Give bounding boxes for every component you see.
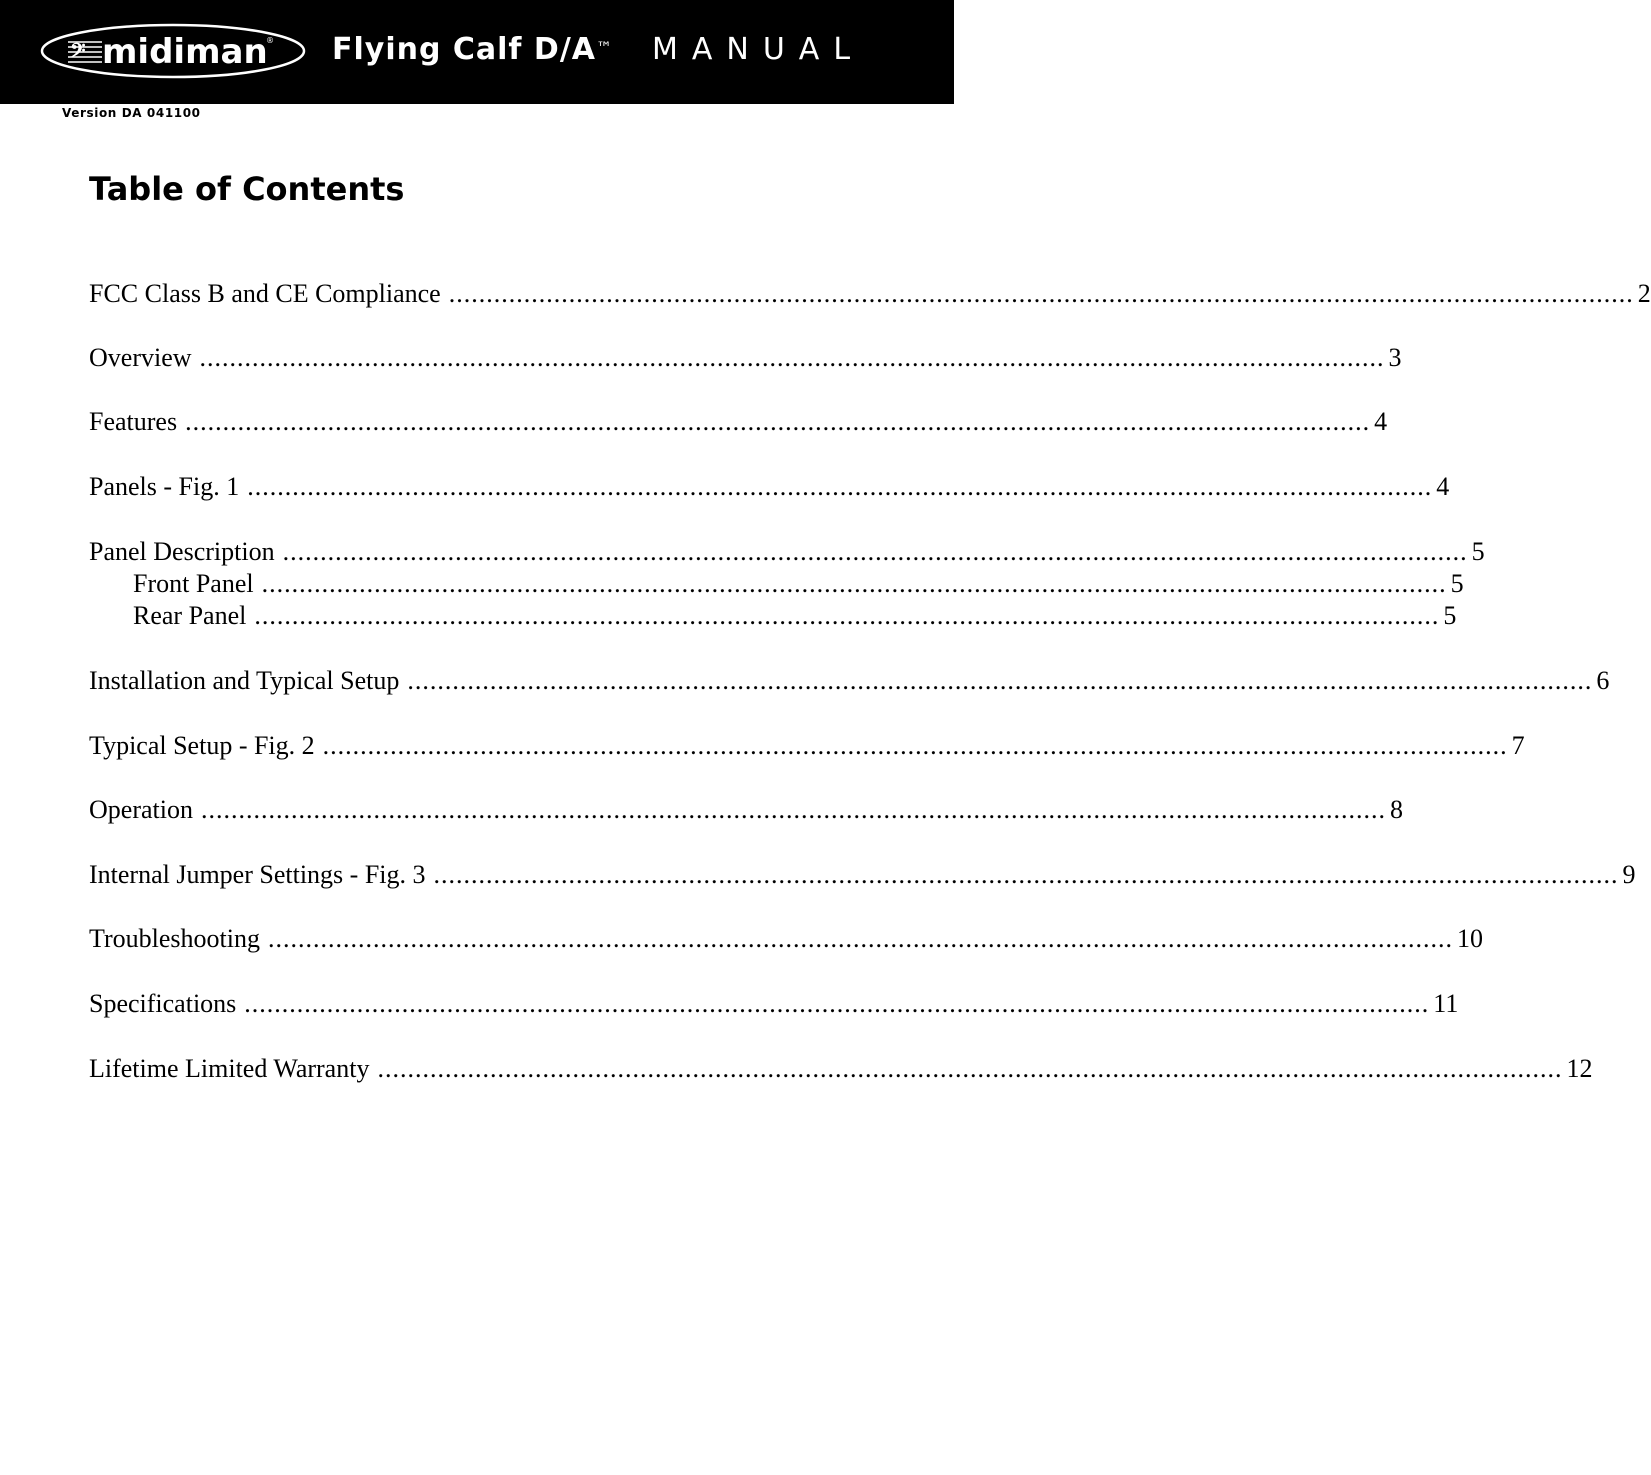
toc-entry-page: 10 [1456,924,1483,953]
toc-entry[interactable] [89,278,1651,310]
toc-entry-title: Overview [89,343,192,372]
toc-entry-page: 11 [1433,989,1459,1018]
toc-entry-title: Operation [89,795,193,824]
toc-entry-page: 3 [1388,343,1402,372]
toc-entry-page: 4 [1374,407,1388,436]
toc-entry-title: Rear Panel [133,601,247,630]
toc-entry-title: Panels - Fig. 1 [89,472,240,501]
toc-entry[interactable] [89,665,1610,697]
toc-entry[interactable] [89,794,1403,826]
toc-entry-page: 5 [1471,537,1485,566]
toc-dot-leader: .............................................................................................................................................................. [254,601,1440,630]
toc-entry-title: FCC Class B and CE Compliance [89,279,441,308]
svg-text:𝄢: 𝄢 [70,38,86,67]
toc-entry[interactable] [89,342,1402,374]
toc-entry-title: Front Panel [133,569,254,598]
toc-entry-title: Specifications [89,989,237,1018]
header-bar [0,0,954,104]
toc-entry[interactable] [89,1053,1593,1085]
toc-entry[interactable] [89,859,1636,891]
toc-dot-leader: .............................................................................................................................................................. [199,343,1385,372]
toc-dot-leader: .............................................................................................................................................................. [261,569,1447,598]
toc-dot-leader: .............................................................................................................................................................. [433,860,1619,889]
toc-entry[interactable] [133,600,1457,632]
toc-entry[interactable] [89,406,1388,438]
toc-entry-page: 7 [1511,731,1525,760]
toc-entry-page: 5 [1443,601,1457,630]
toc-entry-title: Troubleshooting [89,924,260,953]
trademark-symbol: ™ [596,38,614,57]
toc-dot-leader: .............................................................................................................................................................. [377,1054,1563,1083]
toc-entry-title: Installation and Typical Setup [89,666,400,695]
toc-entry-title: Typical Setup - Fig. 2 [89,731,315,760]
brand-text: midiman [102,32,268,72]
toc-entry-page: 4 [1436,472,1450,501]
toc-dot-leader: .............................................................................................................................................................. [407,666,1593,695]
toc-entry-title: Features [89,407,178,436]
toc-dot-leader: .............................................................................................................................................................. [200,795,1386,824]
version-label: Version DA 041100 [62,106,201,120]
product-title [332,30,613,70]
toc-entry[interactable] [89,988,1459,1020]
manual-label: MANUAL [652,32,865,67]
toc-entry[interactable] [89,536,1485,568]
toc-entry-page: 12 [1566,1054,1593,1083]
toc-dot-leader: .............................................................................................................................................................. [448,279,1634,308]
toc-entry-page: 5 [1450,569,1464,598]
toc-entry[interactable] [89,923,1483,955]
toc-dot-leader: .............................................................................................................................................................. [185,407,1371,436]
toc-entry-page: 9 [1622,860,1636,889]
toc-entry-page: 2 [1637,279,1651,308]
toc-entry[interactable] [89,730,1525,762]
toc-dot-leader: .............................................................................................................................................................. [247,472,1433,501]
toc-dot-leader: .............................................................................................................................................................. [322,731,1508,760]
midiman-logo [40,23,306,79]
toc-entry-page: 6 [1596,666,1610,695]
svg-text:®: ® [266,36,274,45]
toc-entry[interactable] [89,471,1450,503]
toc-entry-title: Internal Jumper Settings - Fig. 3 [89,860,426,889]
toc-heading: Table of Contents [89,170,405,208]
product-name: Flying Calf D/A [332,32,597,67]
toc-dot-leader: .............................................................................................................................................................. [282,537,1468,566]
toc-entry[interactable] [133,568,1464,600]
toc-dot-leader: .............................................................................................................................................................. [267,924,1453,953]
toc-entry-title: Panel Description [89,537,275,566]
toc-dot-leader: .............................................................................................................................................................. [244,989,1430,1018]
toc-entry-title: Lifetime Limited Warranty [89,1054,370,1083]
toc-entry-page: 8 [1389,795,1403,824]
